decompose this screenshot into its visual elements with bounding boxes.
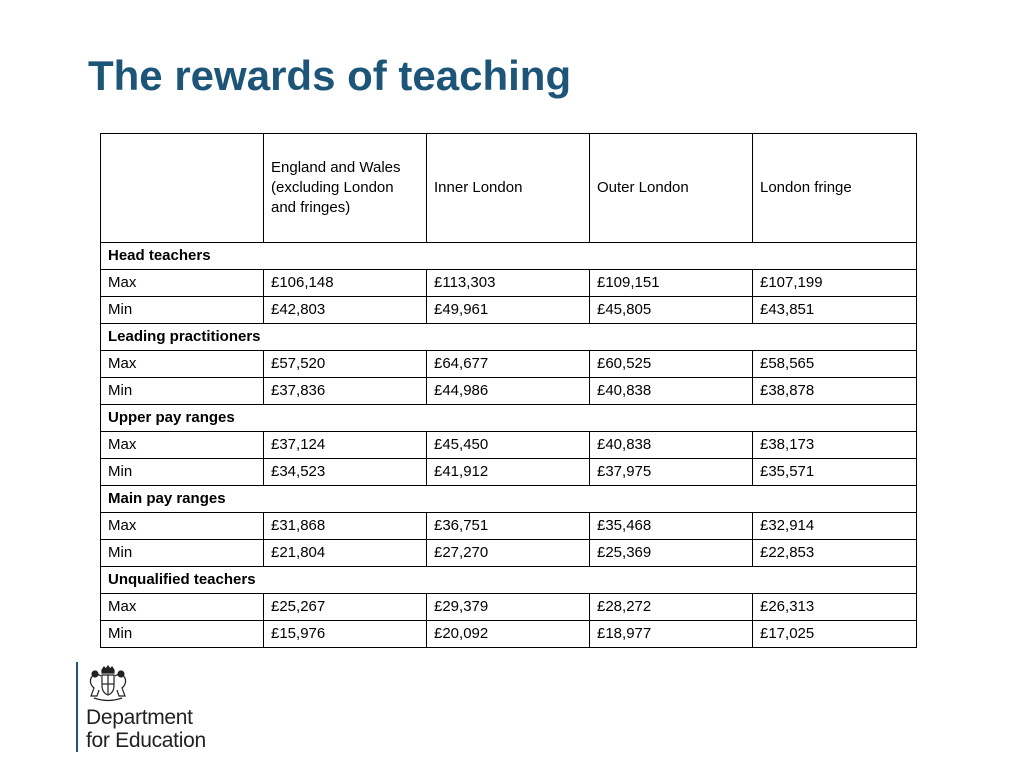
row-label: Max bbox=[101, 513, 264, 540]
salary-cell: £38,173 bbox=[753, 432, 917, 459]
salary-cell: £17,025 bbox=[753, 621, 917, 648]
salary-cell: £44,986 bbox=[427, 378, 590, 405]
section-row bbox=[101, 324, 917, 351]
salary-cell: £45,805 bbox=[590, 297, 753, 324]
salary-cell: £34,523 bbox=[264, 459, 427, 486]
salary-cell: £28,272 bbox=[590, 594, 753, 621]
salary-cell: £57,520 bbox=[264, 351, 427, 378]
header-cell-outer-london: Outer London bbox=[590, 134, 753, 243]
salary-cell: £26,313 bbox=[753, 594, 917, 621]
salary-cell: £25,369 bbox=[590, 540, 753, 567]
section-title: Unqualified teachers bbox=[101, 567, 917, 594]
header-cell-inner-london: Inner London bbox=[427, 134, 590, 243]
header-cell-london-fringe: London fringe bbox=[753, 134, 917, 243]
table-row bbox=[101, 432, 917, 459]
section-row bbox=[101, 243, 917, 270]
table-row bbox=[101, 270, 917, 297]
row-label: Max bbox=[101, 432, 264, 459]
pay-table-body bbox=[101, 134, 917, 648]
section-title: Main pay ranges bbox=[101, 486, 917, 513]
row-label: Max bbox=[101, 594, 264, 621]
salary-cell: £37,975 bbox=[590, 459, 753, 486]
table-row bbox=[101, 351, 917, 378]
salary-cell: £22,853 bbox=[753, 540, 917, 567]
salary-cell: £35,571 bbox=[753, 459, 917, 486]
salary-cell: £45,450 bbox=[427, 432, 590, 459]
table-row bbox=[101, 459, 917, 486]
row-label: Min bbox=[101, 459, 264, 486]
logo-line-1: Department bbox=[86, 706, 193, 729]
header-cell-blank bbox=[101, 134, 264, 243]
logo-line-2: for Education bbox=[86, 729, 206, 752]
salary-cell: £25,267 bbox=[264, 594, 427, 621]
royal-coat-of-arms-icon bbox=[86, 664, 130, 702]
salary-cell: £41,912 bbox=[427, 459, 590, 486]
section-title: Leading practitioners bbox=[101, 324, 917, 351]
table-row bbox=[101, 594, 917, 621]
section-row bbox=[101, 405, 917, 432]
table-header-row bbox=[101, 134, 917, 243]
row-label: Max bbox=[101, 351, 264, 378]
salary-cell: £107,199 bbox=[753, 270, 917, 297]
pay-ranges-table bbox=[100, 133, 917, 648]
table-row bbox=[101, 297, 917, 324]
table-row bbox=[101, 540, 917, 567]
header-cell-england-wales: England and Wales (excluding London and fringes) bbox=[264, 134, 427, 243]
table-row bbox=[101, 378, 917, 405]
salary-cell: £58,565 bbox=[753, 351, 917, 378]
salary-cell: £40,838 bbox=[590, 432, 753, 459]
section-title: Upper pay ranges bbox=[101, 405, 917, 432]
row-label: Min bbox=[101, 378, 264, 405]
salary-cell: £15,976 bbox=[264, 621, 427, 648]
salary-cell: £37,124 bbox=[264, 432, 427, 459]
salary-cell: £20,092 bbox=[427, 621, 590, 648]
logo-bar bbox=[76, 662, 78, 752]
salary-cell: £32,914 bbox=[753, 513, 917, 540]
row-label: Min bbox=[101, 621, 264, 648]
salary-cell: £21,804 bbox=[264, 540, 427, 567]
salary-cell: £106,148 bbox=[264, 270, 427, 297]
salary-cell: £113,303 bbox=[427, 270, 590, 297]
logo-text bbox=[86, 706, 206, 752]
salary-cell: £36,751 bbox=[427, 513, 590, 540]
salary-cell: £18,977 bbox=[590, 621, 753, 648]
slide-title: The rewards of teaching bbox=[88, 52, 572, 99]
salary-cell: £27,270 bbox=[427, 540, 590, 567]
salary-cell: £43,851 bbox=[753, 297, 917, 324]
section-title: Head teachers bbox=[101, 243, 917, 270]
salary-cell: £64,677 bbox=[427, 351, 590, 378]
salary-cell: £31,868 bbox=[264, 513, 427, 540]
salary-cell: £109,151 bbox=[590, 270, 753, 297]
table-row bbox=[101, 513, 917, 540]
row-label: Max bbox=[101, 270, 264, 297]
salary-cell: £49,961 bbox=[427, 297, 590, 324]
row-label: Min bbox=[101, 540, 264, 567]
salary-cell: £38,878 bbox=[753, 378, 917, 405]
salary-cell: £60,525 bbox=[590, 351, 753, 378]
row-label: Min bbox=[101, 297, 264, 324]
salary-cell: £42,803 bbox=[264, 297, 427, 324]
salary-cell: £35,468 bbox=[590, 513, 753, 540]
section-row bbox=[101, 567, 917, 594]
table-row bbox=[101, 621, 917, 648]
salary-cell: £29,379 bbox=[427, 594, 590, 621]
section-row bbox=[101, 486, 917, 513]
salary-cell: £37,836 bbox=[264, 378, 427, 405]
salary-cell: £40,838 bbox=[590, 378, 753, 405]
